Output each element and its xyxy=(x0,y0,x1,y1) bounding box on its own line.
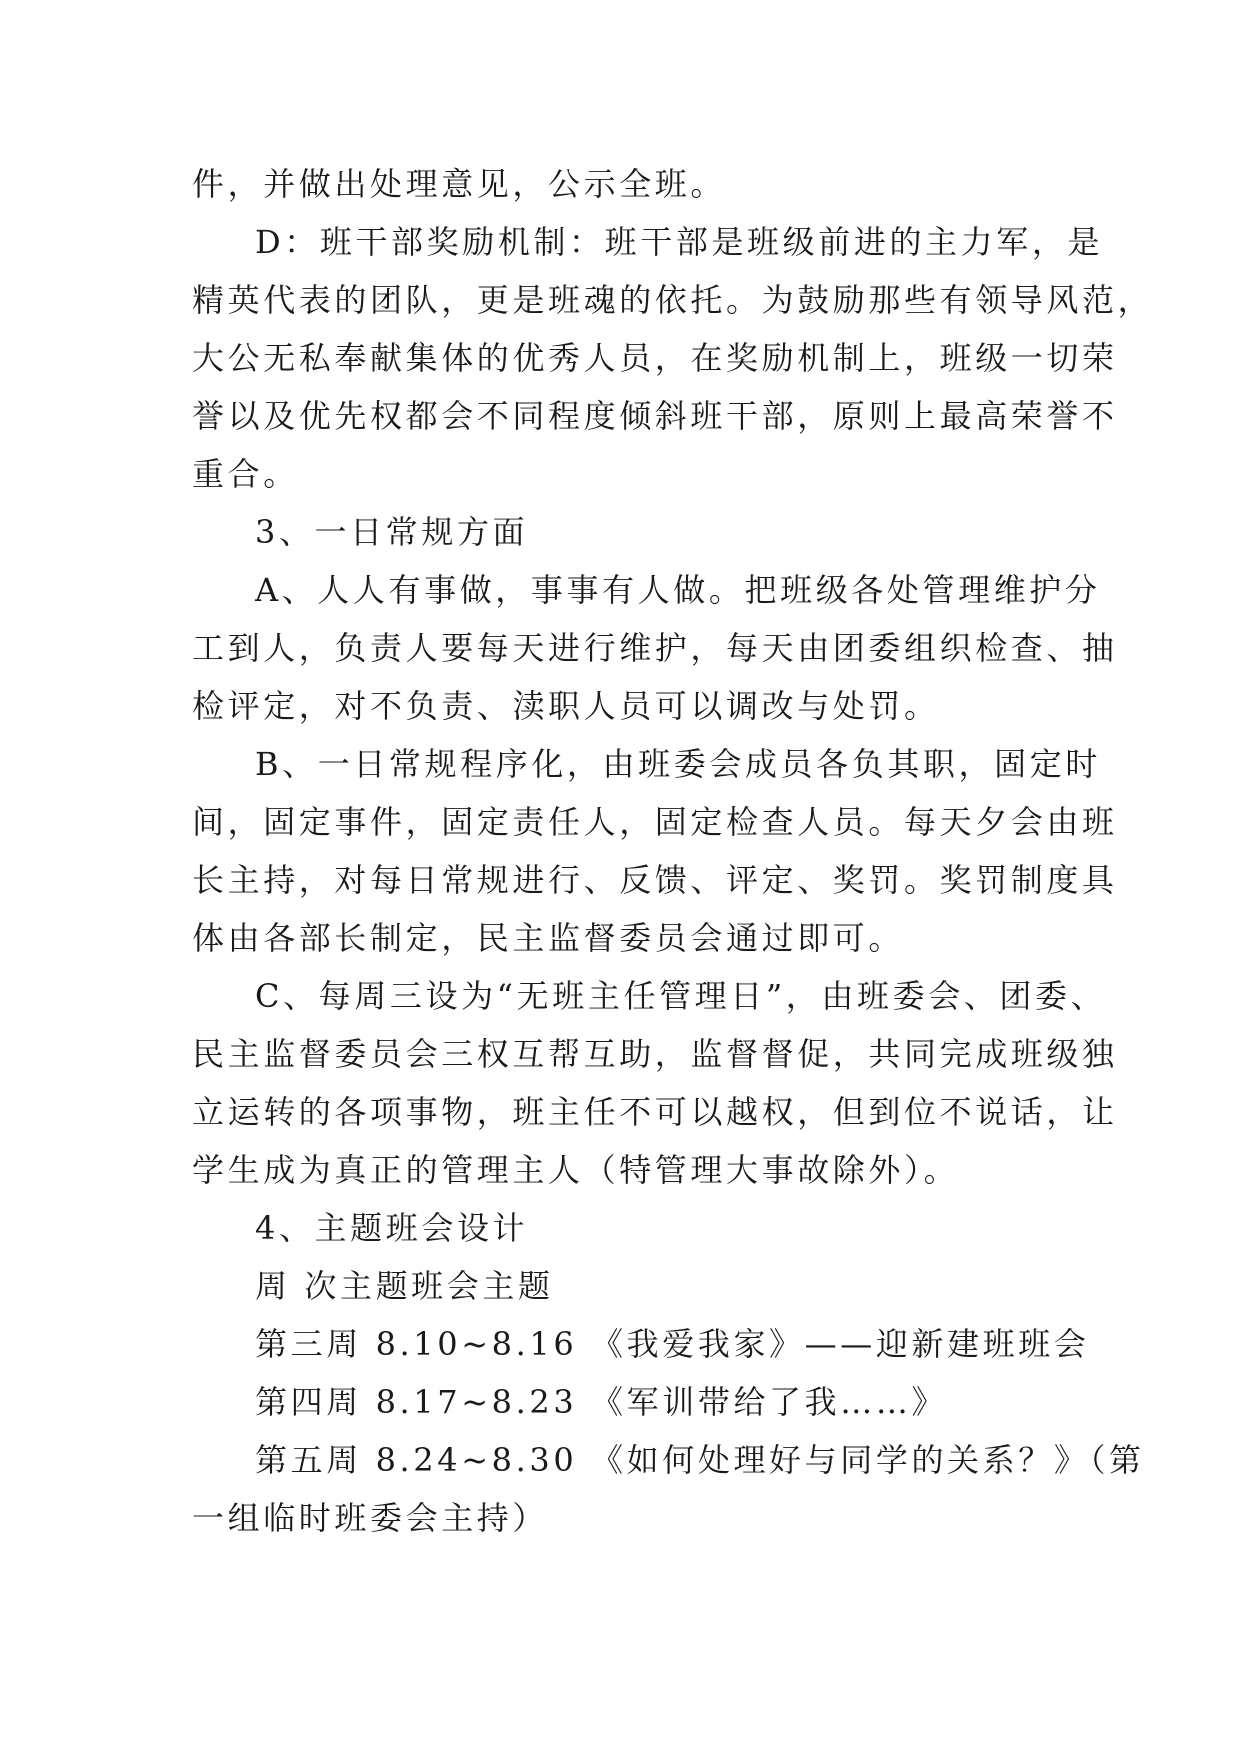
text-line: 大公无私奉献集体的优秀人员，在奖励机制上，班级一切荣 xyxy=(192,339,1118,377)
text-line: 检评定，对不负责、渎职人员可以调改与处罚。 xyxy=(192,687,940,725)
text-line: 誉以及优先权都会不同程度倾斜班干部，原则上最高荣誉不 xyxy=(192,397,1118,435)
section-heading: 4、主题班会设计 xyxy=(255,1209,529,1247)
schedule-row: 第三周 8.10~8.16 《我爱我家》——迎新建班班会 xyxy=(255,1325,1090,1363)
document-body xyxy=(192,155,1154,1547)
text-line: D：班干部奖励机制：班干部是班级前进的主力军，是 xyxy=(255,223,1104,261)
text-line: 件，并做出处理意见，公示全班。 xyxy=(192,165,727,203)
text-line: 间，固定事件，固定责任人，固定检查人员。每天夕会由班 xyxy=(192,803,1118,841)
text-line: 体由各部长制定，民主监督委员会通过即可。 xyxy=(192,919,905,957)
text-line: 长主持，对每日常规进行、反馈、评定、奖罚。奖罚制度具 xyxy=(192,861,1118,899)
text-line: 一组临时班委会主持） xyxy=(192,1499,549,1537)
text-line: 工到人，负责人要每天进行维护，每天由团委组织检查、抽 xyxy=(192,629,1118,667)
text-line: 学生成为真正的管理主人（特管理大事故除外）。 xyxy=(192,1151,960,1189)
text-line: C、每周三设为“无班主任管理日”，由班委会、团委、 xyxy=(255,977,1107,1015)
schedule-row: 第五周 8.24~8.30 《如何处理好与同学的关系？》（第 xyxy=(255,1441,1145,1479)
section-heading: 3、一日常规方面 xyxy=(255,513,529,551)
text-line: B、一日常规程序化，由班委会成员各负其职，固定时 xyxy=(255,745,1101,783)
schedule-row: 第四周 8.17~8.23 《军训带给了我……》 xyxy=(255,1383,948,1421)
text-line: 精英代表的团队，更是班魂的依托。为鼓励那些有领导风范， xyxy=(192,281,1154,319)
text-line: A、人人有事做，事事有人做。把班级各处管理维护分 xyxy=(255,571,1101,609)
text-line: 民主监督委员会三权互帮互助，监督督促，共同完成班级独 xyxy=(192,1035,1118,1073)
text-line: 重合。 xyxy=(192,455,299,493)
text-line: 立运转的各项事物，班主任不可以越权，但到位不说话，让 xyxy=(192,1093,1118,1131)
schedule-header: 周 次主题班会主题 xyxy=(255,1267,554,1305)
